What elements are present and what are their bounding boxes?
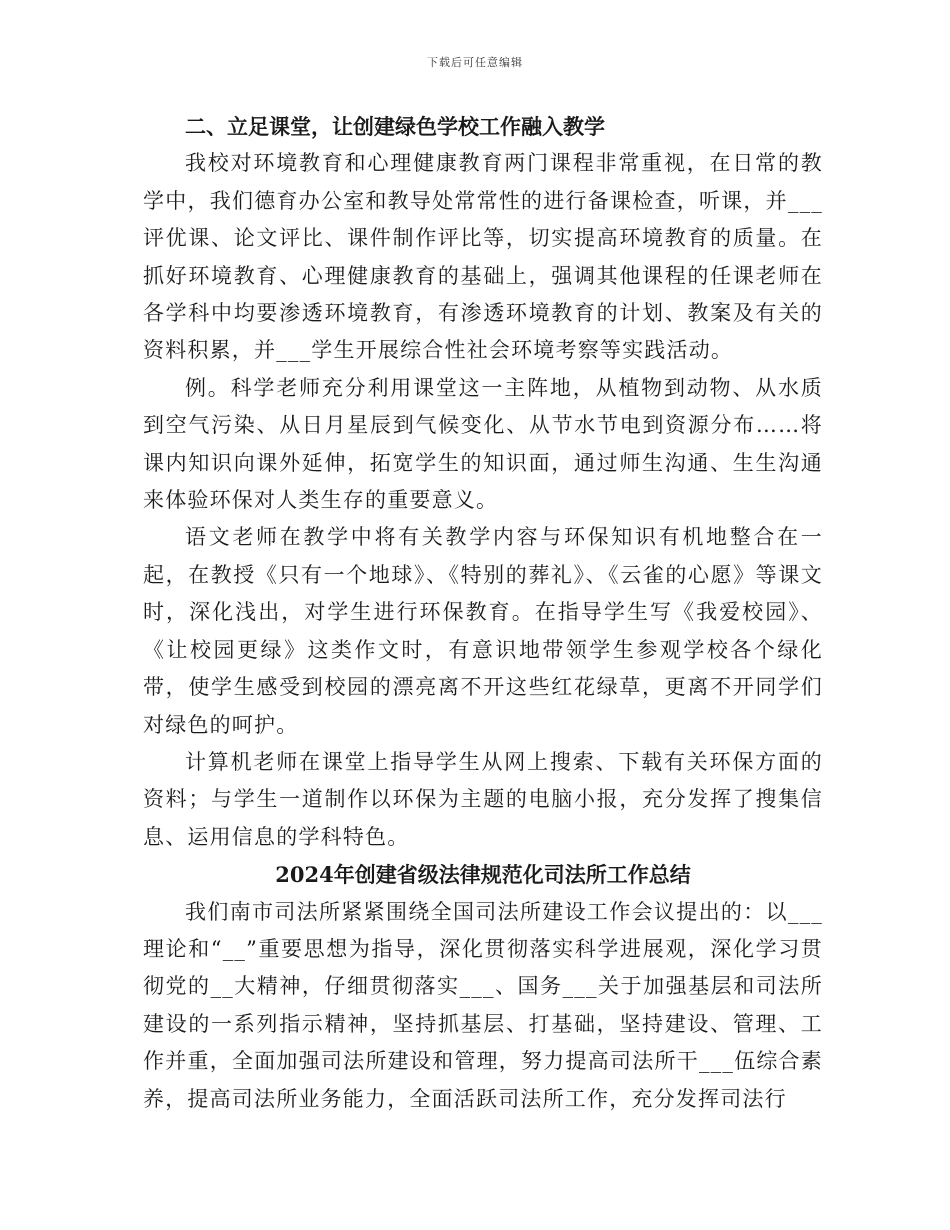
paragraph-chinese-teacher: 语文老师在教学中将有关教学内容与环保知识有机地整合在一起，在教授《只有一个地球》、《特别的葬礼》、《云雀的心愿》等课文时，深化浅出，对学生进行环保教育。在指导学生写《我爱校园》、《让校园更绿》这类作文时，有意识地带领学生参观学校各个绿化带，使学生感受到校园的漂亮离不开这些红花绿草，更离不开同学们对绿色的呵护。 — [143, 525, 823, 737]
section-heading: 二、立足课堂，让创建绿色学校工作融入教学 — [185, 114, 605, 139]
document-body — [143, 108, 823, 1118]
paragraph-science-teacher: 例。科学老师充分利用课堂这一主阵地，从植物到动物、从水质到空气污染、从日月星辰到气候变化、从节水节电到资源分布……将课内知识向课外延伸，拓宽学生的知识面，通过师生沟通、生生沟通来体验环保对人类生存的重要意义。 — [143, 375, 823, 513]
paragraph-justice-office: 我们南市司法所紧紧围绕全国司法所建设工作会议提出的：以___理论和“__”重要思想为指导，深化贯彻落实科学进展观，深化学习贯彻党的__大精神，仔细贯彻落实___、国务___关于加强基层和司法所建设的一系列指示精神，坚持抓基层、打基础，坚持建设、管理、工作并重，全面加强司法所建设和管理，努力提高司法所干___伍综合素养，提高司法所业务能力，全面活跃司法所工作，充分发挥司法行 — [143, 899, 823, 1111]
paragraph-course-emphasis: 我校对环境教育和心理健康教育两门课程非常重视，在日常的教学中，我们德育办公室和教导处常常性的进行备课检查，听课，并___评优课、论文评比、课件制作评比等，切实提高环境教育的质量。在抓好环境教育、心理健康教育的基础上，强调其他课程的任课老师在各学科中均要渗透环境教育，有渗透环境教育的计划、教案及有关的资料积累，并___学生开展综合性社会环境考察等实践活动。 — [143, 151, 823, 363]
document-title: 2024年创建省级法律规范化司法所工作总结 — [275, 862, 691, 888]
paragraph-computer-teacher: 计算机老师在课堂上指导学生从网上搜索、下载有关环保方面的资料；与学生一道制作以环保为主题的电脑小报，充分发挥了搜集信息、运用信息的学科特色。 — [143, 749, 823, 849]
header-note: 下载后可任意编辑 — [427, 56, 523, 69]
